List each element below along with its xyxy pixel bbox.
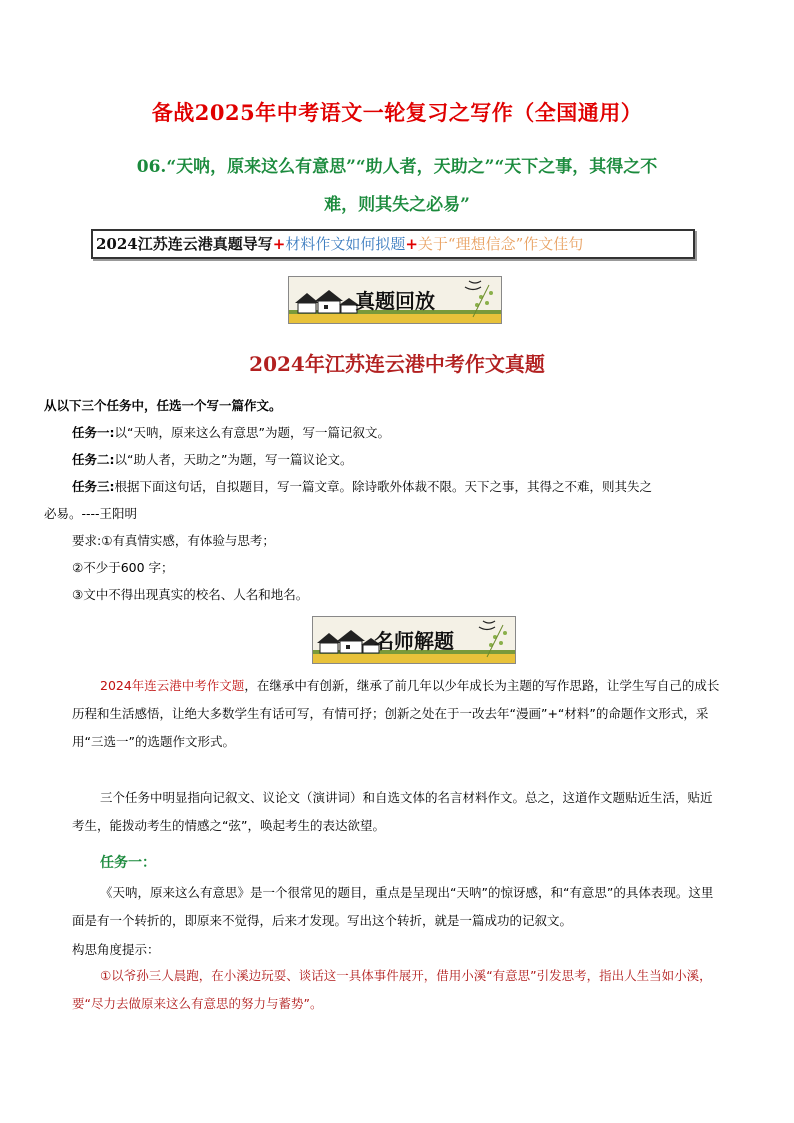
task1-heading: 任务一： xyxy=(100,855,156,871)
task2-text: 以“助人者，天助之”为题，写一篇议论文。 xyxy=(114,452,353,467)
analysis-paragraph-2: 三个任务中明显指向记叙文、议论文（演讲词）和自选文体的名言材料作文。总之，这道作文题贴近生活，贴近考生，能拨动考生的情感之“弦”，唤起考生的表达欲望。 xyxy=(72,790,713,833)
analysis-p1-rest: ，在继承中有创新，继承了前几年以少年成长为主题的写作思路，让学生写自己的成长历程和生活感悟，让绝大多数学生有话可写，有情可抒；创新之处在于一改去年“漫画”+“材料”的命题作文形式，采用“三选一”的选题作文形式。 xyxy=(72,678,720,749)
banner-part-1: 2024江苏连云港真题导写 xyxy=(96,235,273,253)
subtitle-line-2: 难，则其失之必易” xyxy=(324,195,470,215)
idea-label: 构思角度提示： xyxy=(72,942,160,957)
analysis-paragraph-1 xyxy=(44,672,724,756)
exam-title: 2024年江苏连云港中考作文真题 xyxy=(249,352,545,376)
section-label-teacher-analysis: 名师解题 xyxy=(374,629,454,653)
task1-label: 任务一: xyxy=(72,425,115,440)
analysis-p1-red: 2024年连云港中考作文题 xyxy=(100,678,245,693)
section-badge-real-exam xyxy=(288,276,502,324)
idea-1: ①以爷孙三人晨跑，在小溪边玩耍、谈话这一具体事件展开，借用小溪“有意思”引发思考，指出人生当如小溪，要“尽力去做原来这么有意思的努力与蓄势”。 xyxy=(72,968,712,1011)
topic-banner xyxy=(91,229,695,259)
task3-label: 任务三: xyxy=(72,479,115,494)
subtitle xyxy=(60,148,734,224)
instruction: 从以下三个任务中，任选一个写一篇作文。 xyxy=(44,398,282,413)
task3-text-line1: 根据下面这句话，自拟题目，写一篇文章。除诗歌外体裁不限。天下之事，其得之不难，则其失之 xyxy=(114,479,653,494)
task3-text-line2: 必易。----王阳明 xyxy=(44,506,138,521)
main-title: 备战2025年中考语文一轮复习之写作（全国通用） xyxy=(151,100,643,125)
task2-row xyxy=(72,446,352,473)
task3-row xyxy=(72,473,652,500)
banner-part-2: 材料作文如何拟题 xyxy=(285,235,406,253)
banner-part-3: 关于“理想信念”作文佳句 xyxy=(417,235,584,253)
section-badge-teacher-analysis xyxy=(312,616,516,664)
banner-plus-2: + xyxy=(405,235,418,253)
task1-row xyxy=(72,419,390,446)
task1-analysis: 《天呐，原来这么有意思》是一个很常见的题目，重点是呈现出“天呐”的惊讶感，和“有意思”的具体表现。这里面是有一个转折的，即原来不觉得，后来才发现。写出这个转折，就是一篇成功的记叙文。 xyxy=(72,885,714,928)
subtitle-line-1: 06.“天呐，原来这么有意思”“助人者，天助之”“天下之事，其得之不 xyxy=(136,157,658,177)
requirement-3: ③文中不得出现真实的校名、人名和地名。 xyxy=(72,587,309,602)
task1-text: 以“天呐，原来这么有意思”为题，写一篇记叙文。 xyxy=(114,425,390,440)
section-label-real-exam: 真题回放 xyxy=(355,289,435,313)
task2-label: 任务二: xyxy=(72,452,115,467)
requirement-1: 要求:①有真情实感，有体验与思考； xyxy=(72,533,275,548)
requirement-2: ②不少于600 字； xyxy=(72,560,174,575)
banner-plus-1: + xyxy=(272,235,286,253)
